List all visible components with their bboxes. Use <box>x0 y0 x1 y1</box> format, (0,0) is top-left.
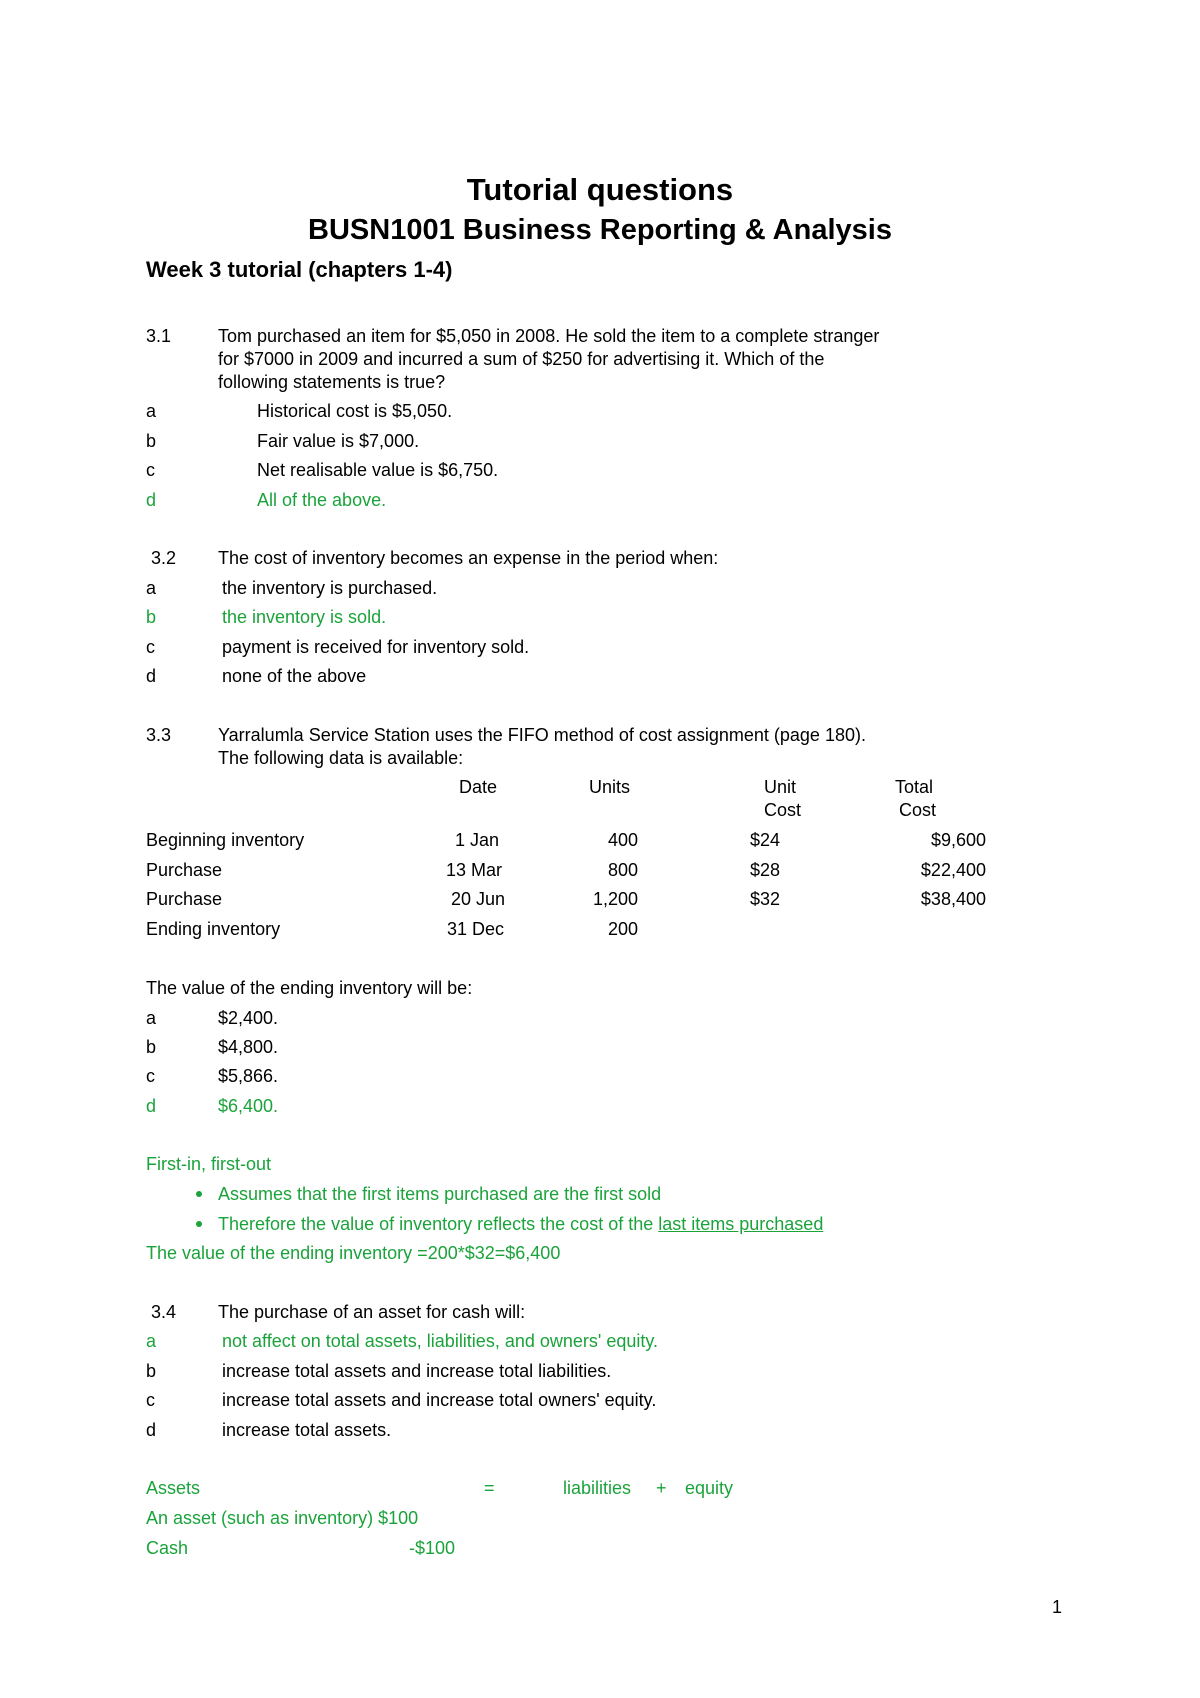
equation-equals: = <box>484 1478 495 1498</box>
question-number: 3.1 <box>146 326 172 346</box>
option-letter: b <box>146 431 157 451</box>
option-text: the inventory is purchased. <box>222 578 438 598</box>
answer-option-text: $6,400. <box>218 1096 279 1116</box>
equation-plus: + <box>656 1478 667 1498</box>
question-stem: The following data is available: <box>218 748 464 768</box>
question-stem: following statements is true? <box>218 372 446 392</box>
option-letter: d <box>146 1420 157 1440</box>
option-letter: a <box>146 578 157 598</box>
table-header-date: Date <box>459 777 498 797</box>
table-header-units: Units <box>589 777 631 797</box>
question-stem: The cost of inventory becomes an expense in the period when: <box>218 548 719 568</box>
answer-bullet-underlined: last items purchased <box>658 1214 824 1234</box>
table-cell-total-cost: $22,400 <box>920 860 986 880</box>
table-cell-total-cost: $38,400 <box>920 889 986 909</box>
option-text: $4,800. <box>218 1037 279 1057</box>
table-header-total-cost: Cost <box>899 800 937 820</box>
table-cell-label: Purchase <box>146 889 223 909</box>
table-cell-unit-cost: $32 <box>750 889 781 909</box>
option-letter: c <box>146 1390 155 1410</box>
table-cell-unit-cost: $28 <box>750 860 781 880</box>
table-cell-label: Purchase <box>146 860 223 880</box>
option-text: none of the above <box>222 666 367 686</box>
equation-asset-line: An asset (such as inventory) $100 <box>146 1508 419 1528</box>
equation-cash-label: Cash <box>146 1538 189 1558</box>
option-text: Net realisable value is $6,750. <box>257 460 499 480</box>
page-number: 1 <box>1052 1597 1063 1617</box>
answer-bullet <box>218 1213 823 1235</box>
option-text: Historical cost is $5,050. <box>257 401 453 421</box>
option-text: $5,866. <box>218 1066 279 1086</box>
table-cell-total-cost: $9,600 <box>930 830 986 850</box>
option-letter: c <box>146 1066 155 1086</box>
table-cell-label: Ending inventory <box>146 919 281 939</box>
question-number: 3.2 <box>151 548 177 568</box>
table-cell-label: Beginning inventory <box>146 830 305 850</box>
table-header-total-cost: Total <box>895 777 934 797</box>
equation-assets: Assets <box>146 1478 201 1498</box>
option-letter: a <box>146 401 157 421</box>
answer-option-letter: d <box>146 1096 157 1116</box>
table-header-unit-cost: Cost <box>764 800 802 820</box>
table-cell-date: 31 Dec <box>447 919 505 939</box>
equation-liabilities: liabilities <box>563 1478 632 1498</box>
question-stem: Tom purchased an item for $5,050 in 2008. He sold the item to a complete stranger <box>218 326 880 346</box>
option-text: $2,400. <box>218 1008 279 1028</box>
course-title: BUSN1001 Business Reporting & Analysis <box>308 214 892 246</box>
option-text: increase total assets and increase total owners' equity. <box>222 1390 657 1410</box>
question-prompt: The value of the ending inventory will be: <box>146 978 473 998</box>
answer-option-letter: d <box>146 490 157 510</box>
table-cell-date: 20 Jun <box>451 889 506 909</box>
bullet-icon <box>196 1221 202 1227</box>
option-letter: a <box>146 1008 157 1028</box>
option-text: increase total assets and increase total liabilities. <box>222 1361 612 1381</box>
answer-option-letter: a <box>146 1331 157 1351</box>
option-letter: c <box>146 637 155 657</box>
option-letter: c <box>146 460 155 480</box>
table-header-unit-cost: Unit <box>764 777 797 797</box>
question-stem: for $7000 in 2009 and incurred a sum of $250 for advertising it. Which of the <box>218 349 825 369</box>
answer-bullet-text: Therefore the value of inventory reflects the cost of the <box>218 1214 659 1234</box>
answer-bullet: Assumes that the first items purchased are the first sold <box>218 1184 662 1204</box>
document-title: Tutorial questions <box>466 172 734 207</box>
equation-equity: equity <box>685 1478 734 1498</box>
table-cell-units: 400 <box>607 830 638 850</box>
table-cell-unit-cost: $24 <box>750 830 781 850</box>
option-text: increase total assets. <box>222 1420 392 1440</box>
option-text: Fair value is $7,000. <box>257 431 420 451</box>
table-cell-date: 13 Mar <box>446 860 503 880</box>
equation-cash-value: -$100 <box>408 1538 455 1558</box>
question-number: 3.3 <box>146 725 172 745</box>
answer-heading: First-in, first-out <box>146 1154 272 1174</box>
table-cell-units: 200 <box>607 919 638 939</box>
week-heading: Week 3 tutorial (chapters 1-4) <box>146 257 453 282</box>
table-cell-units: 800 <box>607 860 638 880</box>
answer-option-text: the inventory is sold. <box>222 607 387 627</box>
question-stem: The purchase of an asset for cash will: <box>218 1302 526 1322</box>
option-text: payment is received for inventory sold. <box>222 637 530 657</box>
option-letter: b <box>146 1361 157 1381</box>
table-cell-date: 1 Jan <box>455 830 500 850</box>
answer-option-text: All of the above. <box>257 490 387 510</box>
option-letter: b <box>146 1037 157 1057</box>
table-cell-units: 1,200 <box>592 889 638 909</box>
answer-option-letter: b <box>146 607 157 627</box>
answer-option-text: not affect on total assets, liabilities, and owners' equity. <box>222 1331 659 1351</box>
answer-calculation: The value of the ending inventory =200*$32=$6,400 <box>146 1243 561 1263</box>
bullet-icon <box>196 1191 202 1197</box>
question-stem: Yarralumla Service Station uses the FIFO method of cost assignment (page 180). <box>218 725 866 745</box>
option-letter: d <box>146 666 157 686</box>
question-number: 3.4 <box>151 1302 177 1322</box>
